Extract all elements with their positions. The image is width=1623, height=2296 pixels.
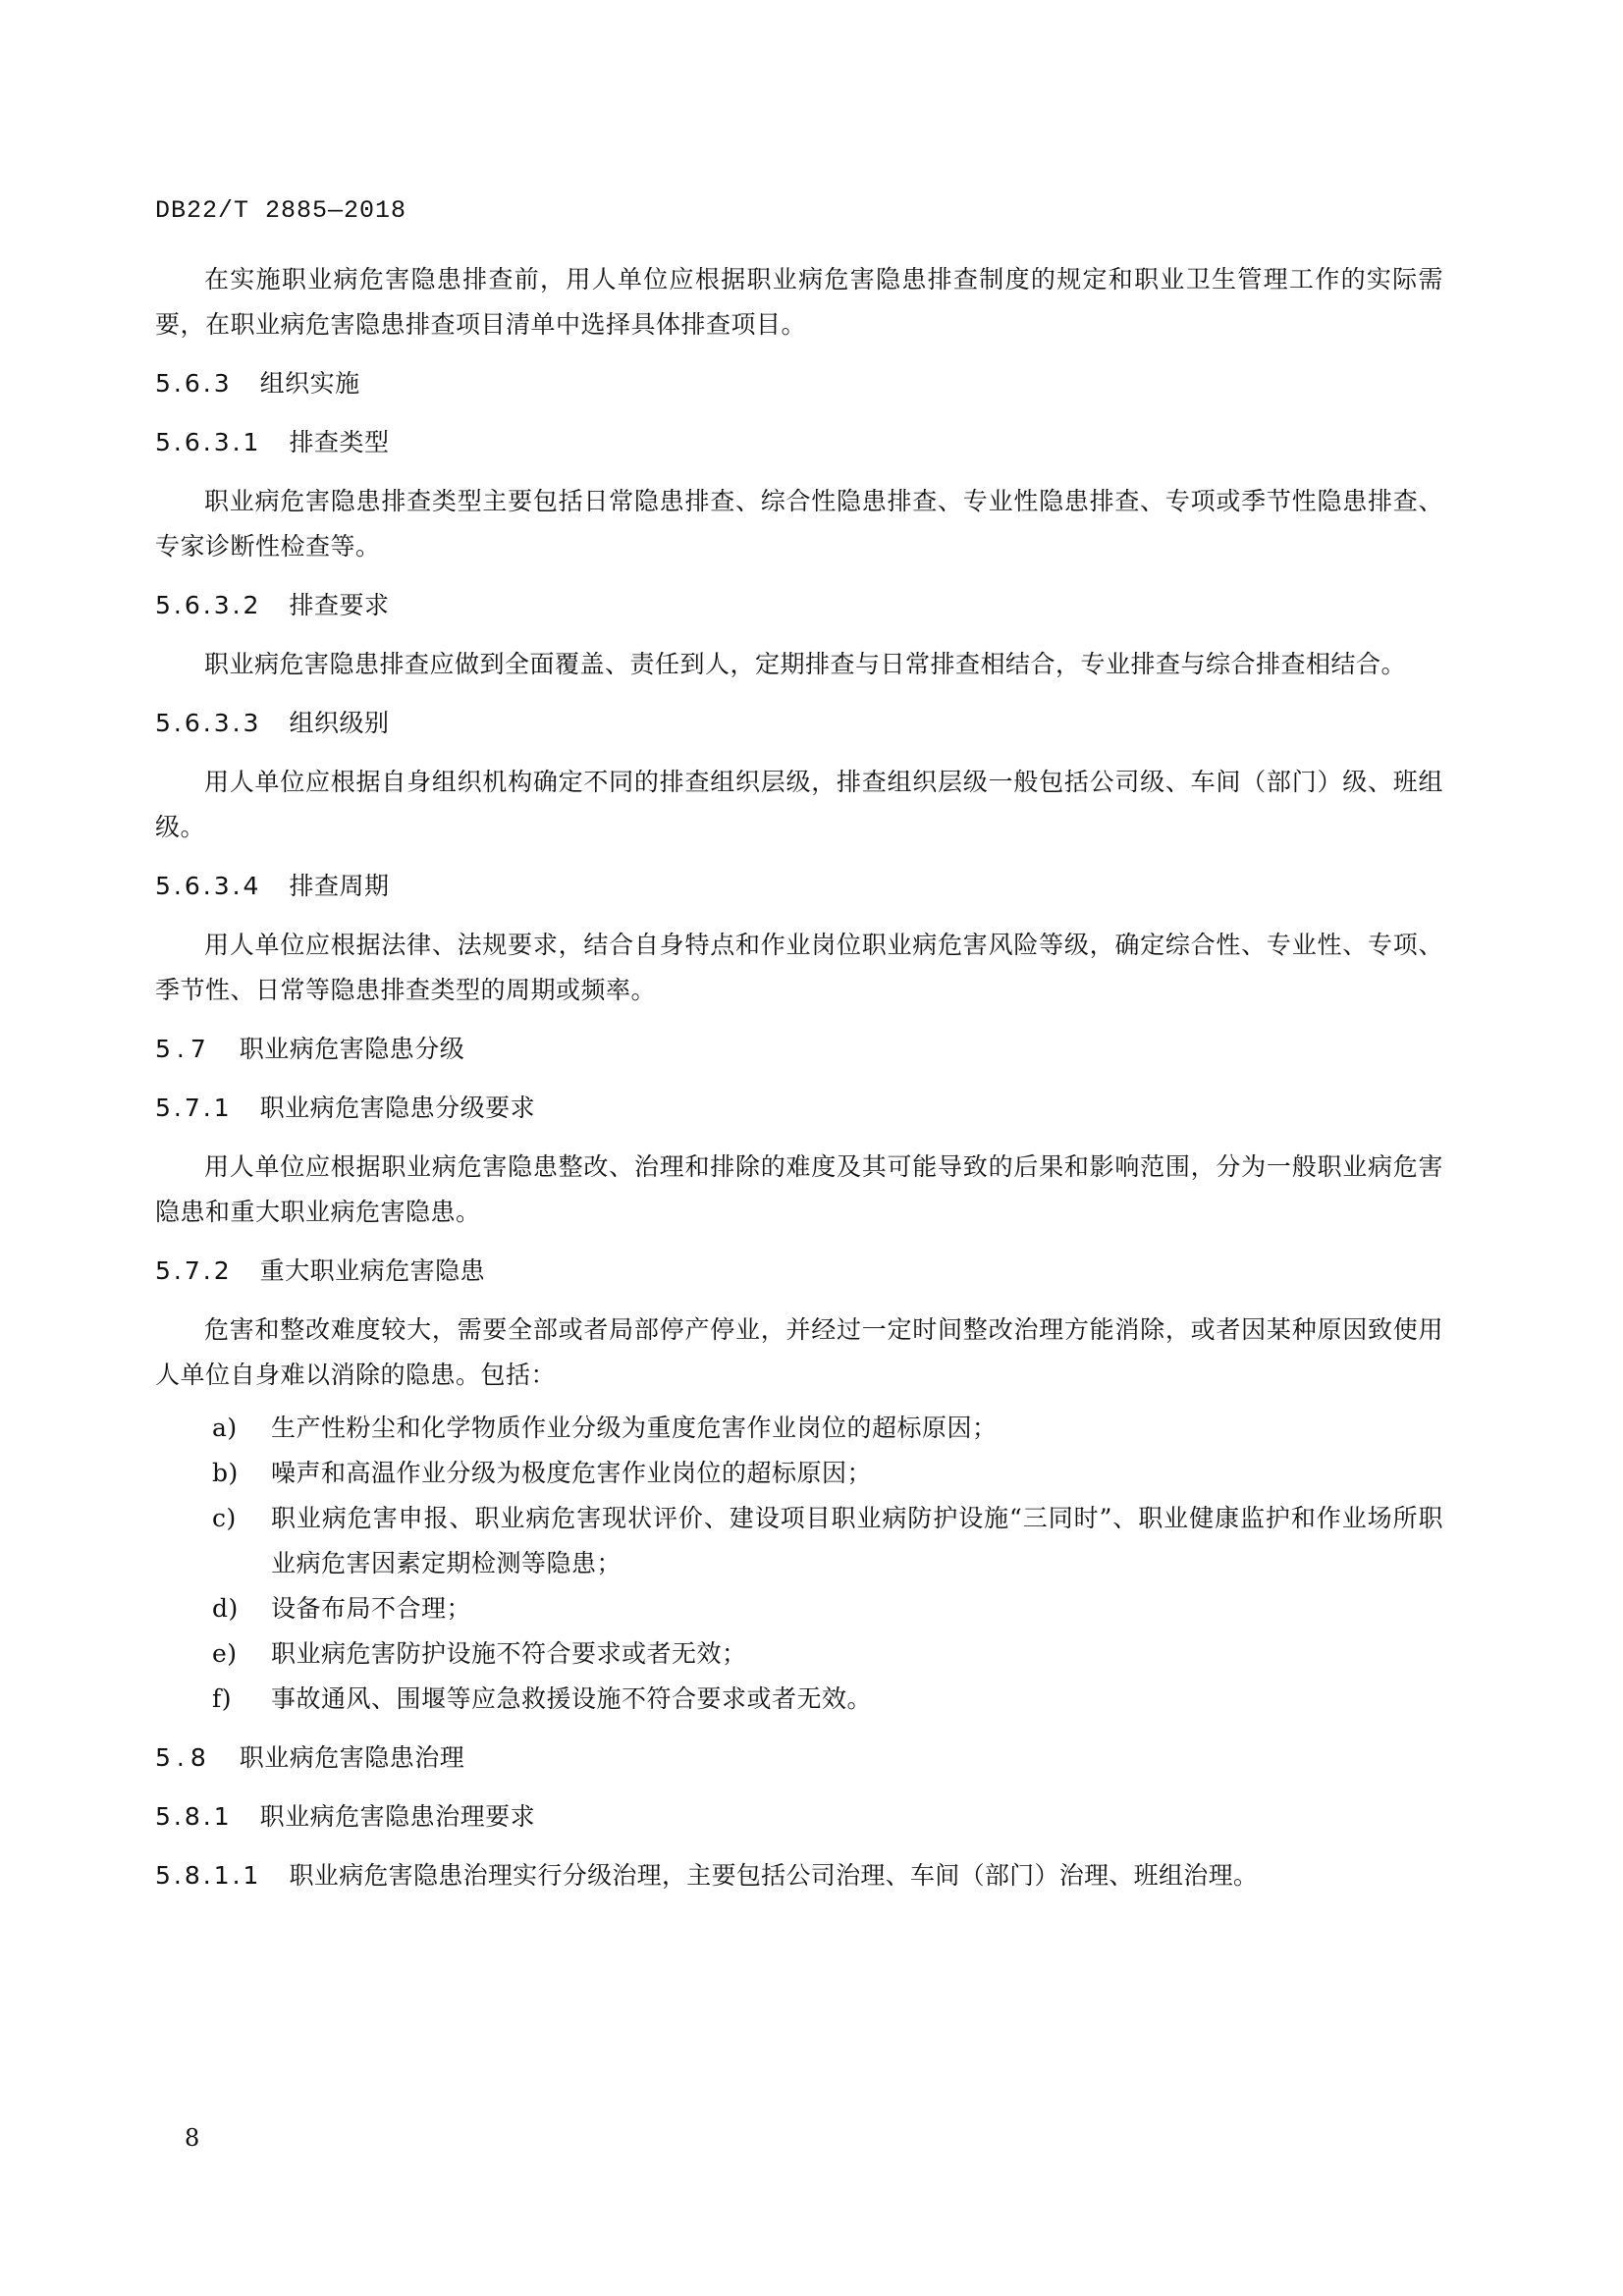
section-number: 5.6.3.4 <box>155 872 262 900</box>
list-item-text: 噪声和高温作业分级为极度危害作业岗位的超标原因； <box>271 1459 873 1487</box>
standard-code: DB22/T 2885—2018 <box>155 196 407 225</box>
section-title: 职业病危害隐患分级要求 <box>259 1094 536 1122</box>
section-heading-5-7-1 <box>155 1086 1443 1131</box>
section-title: 组织级别 <box>289 709 390 737</box>
list-marker: e) <box>212 1639 238 1668</box>
list-marker: b) <box>212 1459 239 1487</box>
section-heading-5-6-3-2 <box>155 583 1443 628</box>
list-item-text: 事故通风、围堰等应急救援设施不符合要求或者无效。 <box>271 1684 873 1713</box>
section-number: 5.8.1.1 <box>155 1861 262 1890</box>
section-heading-5-8-1 <box>155 1794 1443 1840</box>
section-number: 5.6.3.1 <box>155 428 262 456</box>
list-item-text: 生产性粉尘和化学物质作业分级为重度危害作业岗位的超标原因； <box>271 1414 998 1442</box>
list-item-text: 职业病危害防护设施不符合要求或者无效； <box>271 1639 747 1668</box>
section-number: 5.6.3.3 <box>155 709 262 737</box>
page-number: 8 <box>185 2124 200 2152</box>
paragraph-5-6-3-2: 职业病危害隐患排查应做到全面覆盖、责任到人，定期排查与日常排查相结合，专业排查与综合排查相结合。 <box>204 650 1407 678</box>
list-marker: d) <box>212 1594 239 1623</box>
list-item-text: 职业病危害申报、职业病危害现状评价、建设项目职业病防护设施“三同时”、职业健康监护和作业场所职业病危害因素定期检测等隐患； <box>271 1504 1443 1577</box>
section-heading-5-6-3 <box>155 361 1443 406</box>
list-item <box>155 1586 1443 1631</box>
list-item <box>155 1496 1443 1586</box>
section-title: 职业病危害隐患治理要求 <box>259 1802 536 1831</box>
list-item-text: 设备布局不合理； <box>271 1594 472 1623</box>
list-5-7-2 <box>155 1406 1443 1722</box>
clause-text: 职业病危害隐患治理实行分级治理，主要包括公司治理、车间（部门）治理、班组治理。 <box>289 1861 1259 1890</box>
section-title: 排查要求 <box>289 591 390 619</box>
paragraph-5-6-3-4: 用人单位应根据法律、法规要求，结合自身特点和作业岗位职业病危害风险等级，确定综合性、专业性、专项、季节性、日常等隐患排查类型的周期或频率。 <box>155 931 1443 1004</box>
paragraph-5-7-2: 危害和整改难度较大，需要全部或者局部停产停业，并经过一定时间整改治理方能消除，或者因某种原因致使用人单位自身难以消除的隐患。包括： <box>155 1315 1443 1389</box>
section-clause-5-8-1-1 <box>155 1853 1443 1898</box>
section-heading-5-7 <box>155 1027 1443 1072</box>
section-title: 组织实施 <box>259 369 360 398</box>
list-marker: a) <box>212 1414 238 1442</box>
paragraph-5-6-3-3: 用人单位应根据自身组织机构确定不同的排查组织层级，排查组织层级一般包括公司级、车间（部门）级、班组级。 <box>155 768 1443 841</box>
paragraph-5-6-3-1: 职业病危害隐患排查类型主要包括日常隐患排查、综合性隐患排查、专业性隐患排查、专项或季节性隐患排查、专家诊断性检查等。 <box>155 487 1443 561</box>
section-heading-5-8 <box>155 1735 1443 1781</box>
section-number: 5.8 <box>155 1743 212 1772</box>
list-item <box>155 1677 1443 1722</box>
list-marker: c) <box>212 1504 237 1532</box>
section-number: 5.7.2 <box>155 1256 233 1285</box>
list-item <box>155 1631 1443 1677</box>
section-number: 5.6.3.2 <box>155 591 262 619</box>
section-title: 排查类型 <box>289 428 390 456</box>
section-number: 5.6.3 <box>155 369 233 398</box>
section-title: 职业病危害隐患分级 <box>239 1035 465 1063</box>
section-heading-5-6-3-4 <box>155 864 1443 909</box>
section-title: 职业病危害隐患治理 <box>239 1743 465 1772</box>
section-title: 排查周期 <box>289 872 390 900</box>
list-marker: f) <box>212 1684 233 1713</box>
paragraph-intro: 在实施职业病危害隐患排查前，用人单位应根据职业病危害隐患排查制度的规定和职业卫生管理工作的实际需要，在职业病危害隐患排查项目清单中选择具体排查项目。 <box>155 265 1443 339</box>
list-item <box>155 1406 1443 1451</box>
section-number: 5.8.1 <box>155 1802 233 1831</box>
section-heading-5-7-2 <box>155 1249 1443 1294</box>
list-item <box>155 1451 1443 1496</box>
section-heading-5-6-3-1 <box>155 420 1443 465</box>
section-number: 5.7 <box>155 1035 212 1063</box>
paragraph-5-7-1: 用人单位应根据职业病危害隐患整改、治理和排除的难度及其可能导致的后果和影响范围，分为一般职业病危害隐患和重大职业病危害隐患。 <box>155 1152 1443 1226</box>
section-number: 5.7.1 <box>155 1094 233 1122</box>
section-heading-5-6-3-3 <box>155 701 1443 746</box>
document-body <box>155 257 1443 1912</box>
section-title: 重大职业病危害隐患 <box>259 1256 486 1285</box>
